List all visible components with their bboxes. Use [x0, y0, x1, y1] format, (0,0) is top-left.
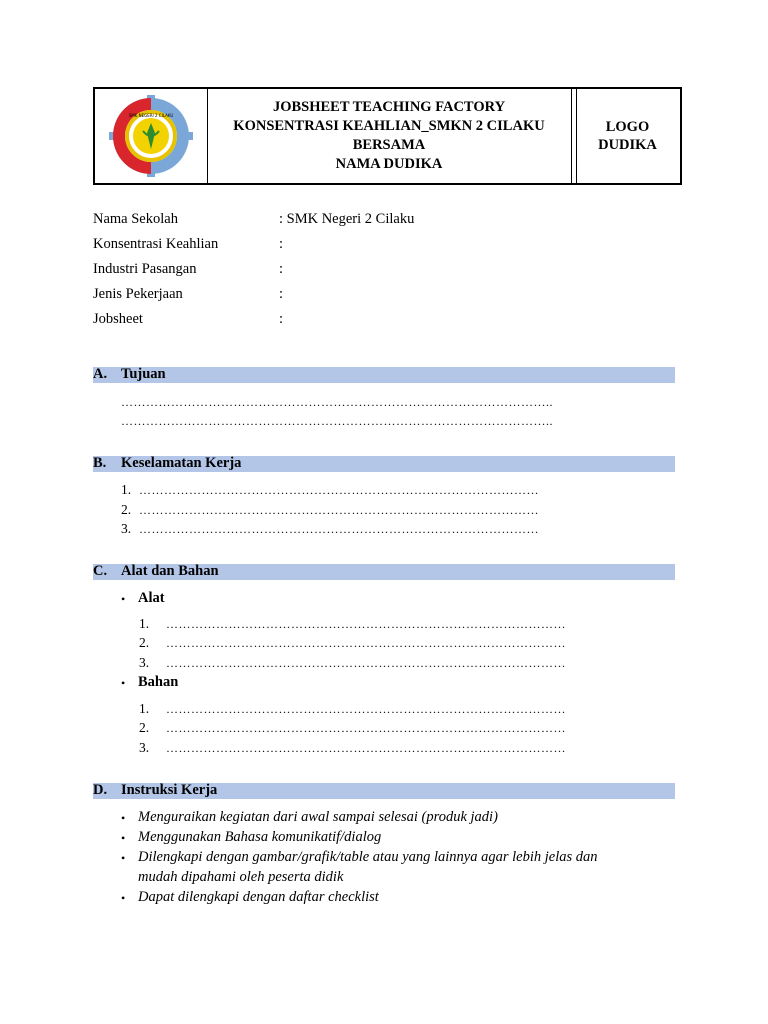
bahan-heading: Bahan: [138, 674, 179, 690]
instruction-bullet-icon-1: •: [121, 811, 126, 825]
alat-line-3: ……………………………………………………………………………………: [166, 656, 566, 670]
info-label-nama-sekolah: Nama Sekolah: [93, 211, 178, 227]
info-label-jenis-pekerjaan: Jenis Pekerjaan: [93, 286, 183, 302]
bahan-number-1: 1.: [139, 701, 150, 716]
section-a-bar: [93, 367, 675, 383]
logo-dudika-line-1: LOGO: [605, 119, 650, 135]
bahan-line-1: ……………………………………………………………………………………: [166, 702, 566, 716]
keselamatan-line-3: ……………………………………………………………………………………: [139, 522, 539, 536]
alat-heading: Alat: [138, 590, 165, 606]
instruction-bullet-icon-2: •: [121, 831, 126, 845]
alat-line-1: ……………………………………………………………………………………: [166, 617, 566, 631]
instruction-item-3: Dilengkapi dengan gambar/grafik/table atau yang lainnya agar lebih jelas dan: [138, 849, 598, 865]
instruction-bullet-icon-3: •: [121, 851, 126, 865]
keselamatan-number-2: 2.: [121, 502, 132, 517]
info-label-konsentrasi: Konsentrasi Keahlian: [93, 236, 219, 252]
section-c-letter: C.: [93, 563, 108, 579]
svg-text:SMK NEGERI 2 CILAKU: SMK NEGERI 2 CILAKU: [128, 113, 174, 118]
title-line-2: KONSENTRASI KEAHLIAN_SMKN 2 CILAKU: [233, 118, 545, 134]
info-label-jobsheet: Jobsheet: [93, 311, 143, 327]
instruction-bullet-icon-4: •: [121, 891, 126, 905]
title-line-3: BERSAMA: [352, 137, 426, 153]
instruction-item-3-continued: mudah dipahami oleh peserta didik: [138, 869, 344, 885]
bahan-number-3: 3.: [139, 740, 150, 755]
bahan-line-2: ……………………………………………………………………………………: [166, 721, 566, 735]
section-a-title: Tujuan: [121, 366, 166, 382]
section-b-title: Keselamatan Kerja: [121, 455, 242, 471]
alat-number-1: 1.: [139, 616, 150, 631]
alat-line-2: ……………………………………………………………………………………: [166, 636, 566, 650]
section-c-title: Alat dan Bahan: [121, 563, 219, 579]
bahan-line-3: ……………………………………………………………………………………: [166, 741, 566, 755]
info-value-nama-sekolah: : SMK Negeri 2 Cilaku: [279, 211, 415, 227]
tujuan-line-2: …………………………………………………………………………………………..: [121, 414, 553, 428]
instruction-item-4: Dapat dilengkapi dengan daftar checklist: [138, 889, 379, 905]
section-b-letter: B.: [93, 455, 107, 471]
keselamatan-line-1: ……………………………………………………………………………………: [139, 483, 539, 497]
instruction-item-2: Menggunakan Bahasa komunikatif/dialog: [138, 829, 382, 845]
alat-number-3: 3.: [139, 655, 150, 670]
school-logo-icon: [103, 95, 199, 177]
instruction-item-1: Menguraikan kegiatan dari awal sampai selesai (produk jadi): [138, 809, 498, 825]
title-line-1: JOBSHEET TEACHING FACTORY: [272, 99, 506, 115]
section-a-letter: A.: [93, 366, 108, 382]
keselamatan-line-2: ……………………………………………………………………………………: [139, 503, 539, 517]
keselamatan-number-1: 1.: [121, 482, 132, 497]
alat-bullet-icon: •: [121, 592, 126, 606]
header-table: [93, 87, 682, 185]
info-label-industri: Industri Pasangan: [93, 261, 197, 277]
school-logo: [95, 89, 207, 183]
title-line-4: NAMA DUDIKA: [335, 156, 443, 172]
section-d-title: Instruksi Kerja: [121, 782, 218, 798]
document-title: [209, 89, 569, 183]
info-value-jobsheet: :: [279, 311, 284, 327]
keselamatan-number-3: 3.: [121, 521, 132, 536]
alat-number-2: 2.: [139, 635, 150, 650]
info-value-konsentrasi: :: [279, 236, 284, 252]
bahan-bullet-icon: •: [121, 676, 126, 690]
bahan-number-2: 2.: [139, 720, 150, 735]
info-value-jenis-pekerjaan: :: [279, 286, 284, 302]
tujuan-line-1: …………………………………………………………………………………………..: [121, 395, 553, 409]
info-value-industri: :: [279, 261, 284, 277]
logo-dudika-line-2: DUDIKA: [598, 137, 657, 153]
section-d-letter: D.: [93, 782, 108, 798]
logo-dudika-placeholder: [575, 89, 680, 183]
